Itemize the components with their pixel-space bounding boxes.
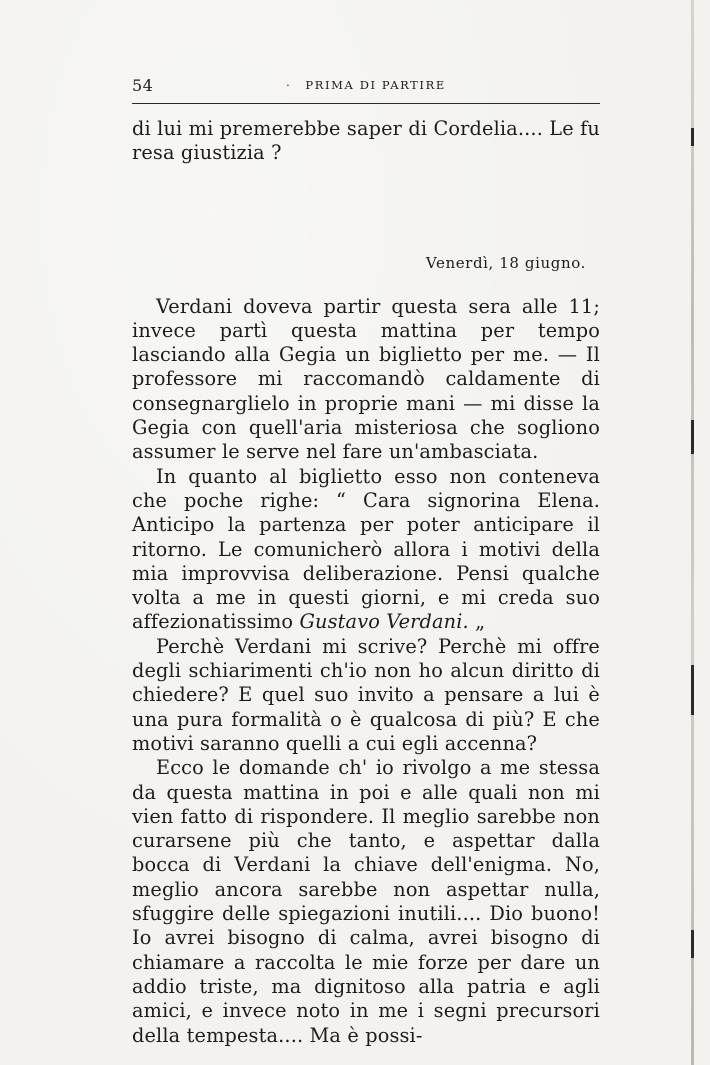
header-rule [132, 103, 600, 104]
closing-quote: „ [475, 610, 486, 634]
paragraph: Perchè Verdani mi scrive? Perchè mi offre degli schiarimenti ch'io non ho alcun diritto di chiedere? E quel suo invito a pensare a lui è una pura formalità o è qualcosa di più? E che motivi saranno quelli a cui egli accenna? [132, 634, 600, 755]
gutter-mark [691, 420, 694, 454]
running-header [132, 76, 600, 98]
header-bullet-icon: · [286, 78, 292, 92]
paragraph: Verdani doveva partir questa sera alle 11; invece partì questa mattina per tempo lasciando alla Gegia un biglietto per me. — Il professore mi raccomandò caldamente di consegnarglielo in proprie mani — mi disse la Gegia con quell'aria misteriosa che sogliono assumer le serve nel fare un'ambasciata. [132, 294, 600, 464]
page-number: 54 [132, 76, 154, 95]
letter-text: In quanto al biglietto esso non conteneva che poche righe: “ Cara signorina Elena. Anticipo la partenza per poter anticipare il ritorno. Le comunicherò allora i motivi della mia improvvisa deliberazione. Pensi qualche volta a me in questi giorni, e mi creda suo affezionatissimo [132, 464, 600, 634]
paragraph-letter [132, 465, 600, 635]
running-title [132, 78, 600, 92]
page-gutter-edge [691, 0, 694, 1065]
gutter-mark [691, 128, 694, 146]
paragraph-continued: di lui mi premerebbe saper di Cordelia.... Le fu resa giustizia ? [132, 117, 600, 165]
running-title-text: PRIMA DI PARTIRE [305, 78, 446, 92]
gutter-mark [691, 930, 694, 958]
letter-signature: Gustavo Verdani. [299, 610, 469, 634]
body-text [132, 117, 600, 1048]
gutter-mark [691, 665, 694, 715]
dateline: Venerdì, 18 giugno. [425, 253, 586, 272]
paragraph: Ecco le domande ch' io rivolgo a me stessa da questa mattina in poi e alle quali non mi vien fatto di rispondere. Il meglio sarebbe non curarsene più che tanto, e aspettar dalla bocca di Verdani la chiave dell'enigma. No, meglio ancora sarebbe non aspettar nulla, sfuggire delle spiegazioni inutili.... Dio buono! Io avrei bisogno di calma, avrei bisogno di chiamare a raccolta le mie forze per dare un addio triste, ma dignitoso alla patria e agli amici, e invece noto in me i segni precursori della tempesta.... Ma è possi- [132, 756, 600, 1047]
